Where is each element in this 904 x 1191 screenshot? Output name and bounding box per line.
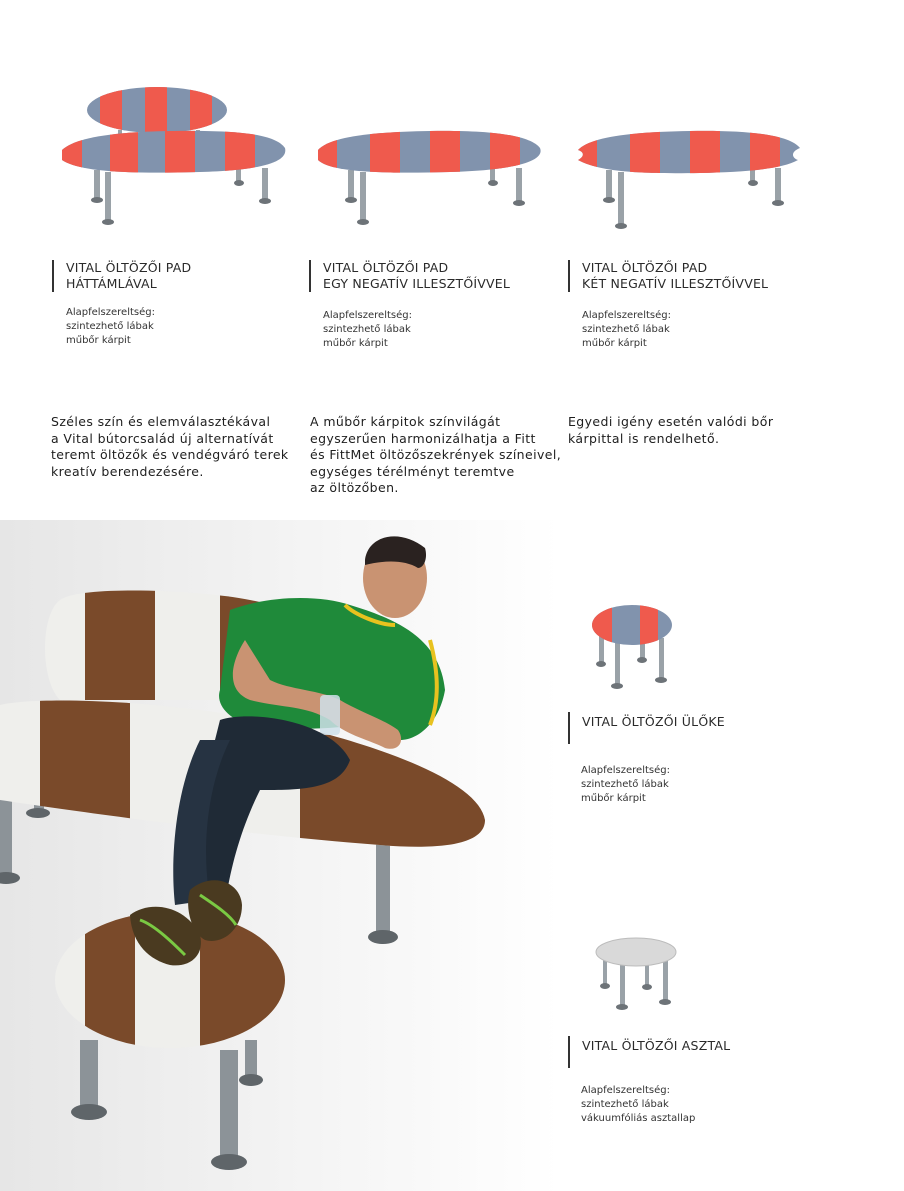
paragraph-line: teremt öltözők és vendégváró terek xyxy=(51,447,289,462)
spec-line: szintezhető lábak xyxy=(66,321,154,332)
product-spec-bench-one-curve xyxy=(323,309,412,351)
product-spec-table xyxy=(581,1084,695,1126)
product-spec-bench-backrest xyxy=(66,306,155,348)
paragraph-colors xyxy=(310,414,561,497)
paragraph-line: A műbőr kárpitok színvilágát xyxy=(310,414,501,429)
title-line: EGY NEGATÍV ILLESZTŐÍVVEL xyxy=(323,276,511,291)
title-line: KÉT NEGATÍV ILLESZTŐÍVVEL xyxy=(582,276,769,291)
bench-2-legs xyxy=(345,165,525,225)
title-line: VITAL ÖLTÖZŐI PAD xyxy=(323,260,449,275)
paragraph-line: az öltözőben. xyxy=(310,480,399,495)
spec-line: szintezhető lábak xyxy=(581,1099,669,1110)
product-title-bench-two-curves xyxy=(568,260,768,292)
spec-line: Alapfelszereltség: xyxy=(582,310,671,321)
paragraph-line: kárpittal is rendelhető. xyxy=(568,430,720,446)
paragraph-intro xyxy=(51,414,289,480)
paragraph-line: Széles szín és elemválasztékával xyxy=(51,414,271,429)
paragraph-line: kreatív berendezésére. xyxy=(51,463,204,479)
bench-2-seat xyxy=(310,125,550,180)
spec-line: szintezhető lábak xyxy=(581,779,669,790)
product-title-bench-backrest xyxy=(52,260,191,292)
bench-1-backrest xyxy=(80,80,240,140)
title-line: VITAL ÖLTÖZŐI ÜLŐKE xyxy=(582,714,725,729)
paragraph-line: és FittMet öltözőszekrények színeivel, xyxy=(310,447,562,462)
paragraph-leather xyxy=(568,414,773,447)
spec-line: Alapfelszereltség: xyxy=(66,307,155,318)
spec-line: vákuumfóliás asztallap xyxy=(581,1113,696,1124)
spec-line: szintezhető lábak xyxy=(323,324,411,335)
product-title-stool xyxy=(568,712,725,744)
title-line: VITAL ÖLTÖZŐI ASZTAL xyxy=(582,1038,731,1053)
paragraph-line: egységes térélményt teremtve xyxy=(310,463,515,479)
title-line: VITAL ÖLTÖZŐI PAD xyxy=(66,260,192,275)
paragraph-line: egyszerűen harmonizálhatja a Fitt xyxy=(310,430,536,446)
spec-line: műbőr kárpit xyxy=(582,338,647,349)
spec-line: műbőr kárpit xyxy=(581,793,646,804)
paragraph-line: Egyedi igény esetén valódi bőr xyxy=(568,414,774,429)
product-spec-stool xyxy=(581,764,670,806)
spec-line: Alapfelszereltség: xyxy=(581,1085,670,1096)
product-title-bench-one-curve xyxy=(309,260,510,292)
product-spec-bench-two-curves xyxy=(582,309,671,351)
spec-line: szintezhető lábak xyxy=(582,324,670,335)
title-line: VITAL ÖLTÖZŐI PAD xyxy=(582,260,708,275)
title-line: HÁTTÁMLÁVAL xyxy=(66,276,157,291)
product-title-table xyxy=(568,1036,730,1068)
spec-line: műbőr kárpit xyxy=(323,338,388,349)
spec-line: Alapfelszereltség: xyxy=(323,310,412,321)
spec-line: műbőr kárpit xyxy=(66,335,131,346)
bench-1-seat xyxy=(55,125,295,180)
bench-3-legs xyxy=(603,165,784,229)
lifestyle-photo xyxy=(0,520,560,1191)
spec-line: Alapfelszereltség: xyxy=(581,765,670,776)
table-image xyxy=(596,938,676,1010)
paragraph-line: a Vital bútorcsalád új alternatívát xyxy=(51,430,274,446)
